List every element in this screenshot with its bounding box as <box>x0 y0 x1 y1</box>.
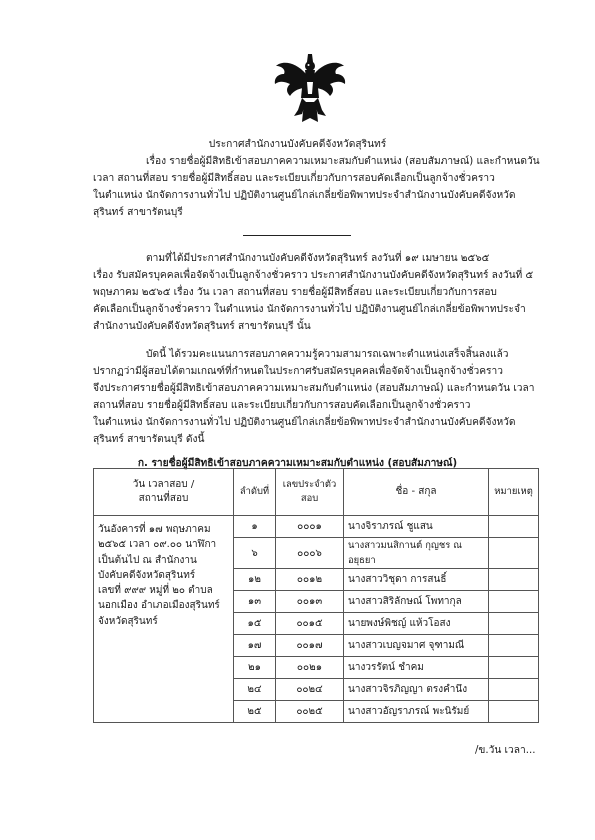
schedule-cell <box>94 516 234 723</box>
garuda-emblem-icon <box>272 52 348 124</box>
note-cell <box>489 516 539 538</box>
note-cell <box>489 613 539 635</box>
name-cell: นางสาวมนสิกานต์ กุญชร ณ อยุธยา <box>344 538 489 569</box>
exam-no-cell: ๐๐๒๕ <box>276 701 344 723</box>
exam-no-cell: ๐๐๐๖ <box>276 538 344 569</box>
schedule-line: นอกเมือง อำเภอเมืองสุรินทร์ <box>98 600 220 612</box>
table-header-row <box>94 469 539 516</box>
schedule-line: จังหวัดสุรินทร์ <box>98 615 158 627</box>
order-cell: ๒๕ <box>234 701 276 723</box>
order-cell: ๒๑ <box>234 657 276 679</box>
order-cell: ๑ <box>234 516 276 538</box>
paragraph2-line-4: สถานที่สอบ รายชื่อผู้มีสิทธิ์สอบ และระเบียบเกี่ยวกับการสอบคัดเลือกเป็นลูกจ้างชั่วคราว <box>93 400 471 411</box>
order-cell: ๑๒ <box>234 569 276 591</box>
exam-no-cell: ๐๐๑๗ <box>276 635 344 657</box>
name-cell: นางสาวจิรภิญญา ตรงคำนึง <box>344 679 489 701</box>
schedule-line: เป็นต้นไป ณ สำนักงาน <box>98 554 197 566</box>
header-exam-no: เลขประจำตัวสอบ <box>276 469 344 516</box>
paragraph2-line-6: สุรินทร์ สาขารัตนบุรี ดังนี้ <box>93 434 205 445</box>
paragraph1-line-1: ตามที่ได้มีประกาศสำนักงานบังคับคดีจังหวัดสุรินทร์ ลงวันที่ ๑๙ เมษายน ๒๕๖๕ <box>146 253 490 264</box>
paragraph2-line-5: ในตำแหน่ง นักจัดการงานทั่วไป ปฏิบัติงานศูนย์ไกล่เกลี่ยข้อพิพาทประจำสำนักงานบังคับคดีจังหวัด <box>93 417 516 428</box>
schedule-line: บังคับคดีจังหวัดสุรินทร์ <box>98 569 196 581</box>
candidates-table <box>93 468 539 723</box>
note-cell <box>489 569 539 591</box>
exam-no-cell: ๐๐๑๒ <box>276 569 344 591</box>
order-cell: ๑๗ <box>234 635 276 657</box>
subject-line-3: ในตำแหน่ง นักจัดการงานทั่วไป ปฏิบัติงานศูนย์ไกล่เกลี่ยข้อพิพาทประจำสำนักงานบังคับคดีจังหวัด <box>93 190 516 201</box>
subject-line-1: เรื่อง รายชื่อผู้มีสิทธิเข้าสอบภาคความเหมาะสมกับตำแหน่ง (สอบสัมภาษณ์) และกำหนดวัน <box>146 156 540 167</box>
table-title: ก. รายชื่อผู้มีสิทธิเข้าสอบภาคความเหมาะสมกับตำแหน่ง (สอบสัมภาษณ์) <box>137 458 458 469</box>
name-cell: นางวรรัตน์ ชำคม <box>344 657 489 679</box>
exam-no-cell: ๐๐๑๓ <box>276 591 344 613</box>
header-note: หมายเหตุ <box>489 469 539 516</box>
page-title: ประกาศสำนักงานบังคับคดีจังหวัดสุรินทร์ <box>208 139 387 150</box>
note-cell <box>489 635 539 657</box>
order-cell: ๑๕ <box>234 613 276 635</box>
table-row <box>94 516 539 538</box>
paragraph2-line-3: จึงประกาศรายชื่อผู้มีสิทธิเข้าสอบภาคความเหมาะสมกับตำแหน่ง (สอบสัมภาษณ์) และกำหนดวัน เวลา <box>93 383 535 394</box>
subject-line-2: เวลา สถานที่สอบ รายชื่อผู้มีสิทธิ์สอบ และระเบียบเกี่ยวกับการสอบคัดเลือกเป็นลูกจ้างชั่วคราว <box>93 173 495 184</box>
header-datetime-line-2: สถานที่สอบ <box>138 493 189 504</box>
order-cell: ๖ <box>234 538 276 569</box>
paragraph2-line-1: บัดนี้ ได้รวมคะแนนการสอบภาคความรู้ความสามารถเฉพาะตำแหน่งเสร็จสิ้นลงแล้ว <box>146 349 509 360</box>
paragraph1-line-4: คัดเลือกเป็นลูกจ้างชั่วคราว ในตำแหน่ง นักจัดการงานทั่วไป ปฏิบัติงานศูนย์ไกล่เกลี่ยข้อพิพาทประจำ <box>93 304 526 315</box>
subject-line-4: สุรินทร์ สาขารัตนบุรี <box>93 207 183 218</box>
name-cell: นางจิราภรณ์ ชูแสน <box>344 516 489 538</box>
note-cell <box>489 657 539 679</box>
header-order: ลำดับที่ <box>234 469 276 516</box>
name-cell: นางสาวสิริลักษณ์ โพทากุล <box>344 591 489 613</box>
order-cell: ๑๓ <box>234 591 276 613</box>
exam-no-cell: ๐๐๐๑ <box>276 516 344 538</box>
note-cell <box>489 538 539 569</box>
note-cell <box>489 701 539 723</box>
name-cell: นายพงษ์พิชญ์ แห้วโอสง <box>344 613 489 635</box>
paragraph1-line-5: สำนักงานบังคับคดีจังหวัดสุรินทร์ สาขารัตนบุรี นั้น <box>93 321 311 332</box>
paragraph2-line-2: ปรากฏว่ามีผู้สอบได้ตามเกณฑ์ที่กำหนดในประกาศรับสมัครบุคคลเพื่อจัดจ้างเป็นลูกจ้างชั่วคราว <box>93 366 503 377</box>
exam-no-cell: ๐๐๒๑ <box>276 657 344 679</box>
name-cell: นางสาววิชุดา การสนธิ์ <box>344 569 489 591</box>
header-datetime <box>94 469 234 516</box>
note-cell <box>489 679 539 701</box>
continuation-note: /ข.วัน เวลา... <box>475 745 536 756</box>
schedule-line: ๒๕๖๕ เวลา ๐๙.๐๐ นาฬิกา <box>98 539 217 551</box>
schedule-line: วันอังคารที่ ๑๗ พฤษภาคม <box>98 524 211 535</box>
paragraph1-line-2: เรื่อง รับสมัครบุคคลเพื่อจัดจ้างเป็นลูกจ้างชั่วคราว ประกาศสำนักงานบังคับคดีจังหวัดสุรินทร์ ลงวันที่ ๕ <box>93 270 534 281</box>
header-name: ชื่อ - สกุล <box>344 469 489 516</box>
schedule-line: เลขที่ ๙๙๙ หมู่ที่ ๒๐ ตำบล <box>98 585 213 597</box>
header-datetime-line-1: วัน เวลาสอบ / <box>132 479 195 490</box>
divider-line <box>243 235 351 236</box>
exam-no-cell: ๐๐๒๔ <box>276 679 344 701</box>
name-cell: นางสาวอัญราภรณ์ พะนิรัมย์ <box>344 701 489 723</box>
paragraph1-line-3: พฤษภาคม ๒๕๖๕ เรื่อง วัน เวลา สถานที่สอบ รายชื่อผู้มีสิทธิ์สอบ และระเบียบเกี่ยวกับการสอบ <box>93 287 497 298</box>
order-cell: ๒๔ <box>234 679 276 701</box>
note-cell <box>489 591 539 613</box>
name-cell: นางสาวเบญจมาศ จุฑามณี <box>344 635 489 657</box>
exam-no-cell: ๐๐๑๕ <box>276 613 344 635</box>
